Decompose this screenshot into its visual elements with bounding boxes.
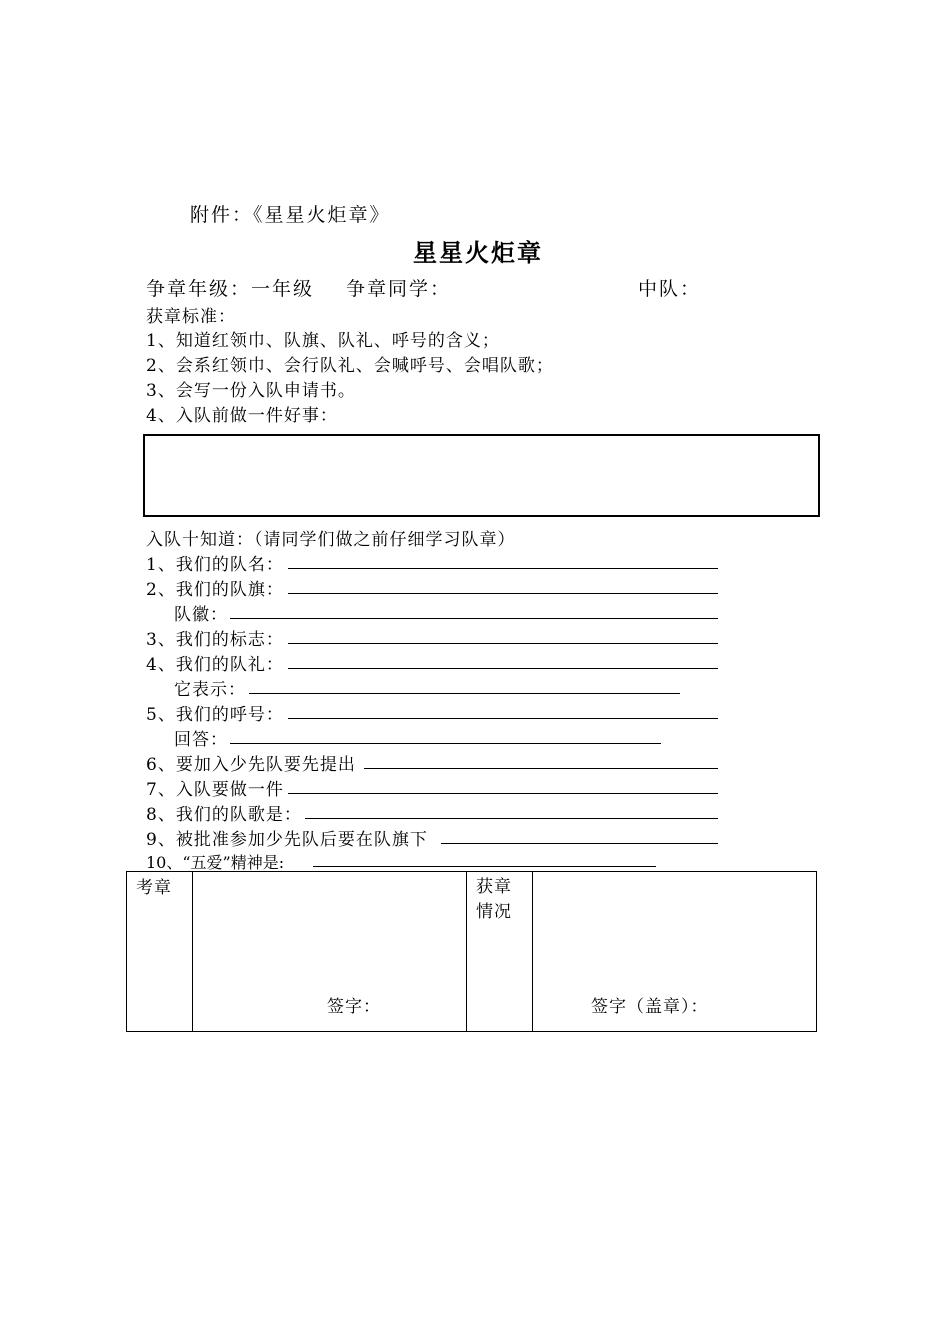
knowledge-item: 4、我们的队礼： — [146, 655, 284, 675]
award-label: 获章 — [476, 877, 512, 897]
knowledge-item: 8、我们的队歌是： — [146, 805, 302, 825]
standard-item: 1、知道红领巾、队旗、队礼、呼号的含义； — [146, 331, 500, 351]
knowledge-heading: 入队十知道：（请同学们做之前仔细学习队章） — [146, 530, 516, 550]
award-label-cell — [467, 872, 533, 1032]
answer-line[interactable] — [288, 718, 718, 719]
knowledge-item: 队徽： — [174, 605, 228, 625]
knowledge-item: 回答： — [174, 730, 228, 750]
standard-item: 3、会写一份入队申请书。 — [146, 381, 356, 401]
answer-line[interactable] — [305, 818, 718, 819]
standards-heading: 获章标准： — [146, 307, 236, 327]
page-title: 星星火炬章 — [413, 239, 543, 267]
student-label: 争章同学： — [346, 278, 452, 300]
attachment-label: 附件：《星星火炬章》 — [190, 204, 391, 226]
exam-label: 考章 — [136, 878, 172, 898]
squad-label: 中队： — [638, 278, 702, 300]
answer-line[interactable] — [288, 643, 718, 644]
sign-label: 签字： — [327, 997, 381, 1017]
award-signature-cell[interactable] — [533, 872, 817, 1032]
answer-line[interactable] — [313, 866, 656, 867]
knowledge-item: 2、我们的队旗： — [146, 580, 284, 600]
knowledge-item: 9、被批准参加少先队后要在队旗下 — [146, 830, 428, 850]
answer-line[interactable] — [230, 743, 661, 744]
answer-line[interactable] — [249, 693, 680, 694]
answer-line[interactable] — [230, 618, 718, 619]
knowledge-item: 它表示： — [174, 680, 246, 700]
knowledge-item: 7、入队要做一件 — [146, 780, 284, 800]
badge-assessment-table — [126, 871, 817, 1032]
knowledge-item: 5、我们的呼号： — [146, 705, 284, 725]
answer-line[interactable] — [288, 793, 718, 794]
knowledge-item: 6、要加入少先队要先提出 — [146, 755, 356, 775]
exam-signature-cell[interactable] — [193, 872, 467, 1032]
standard-item: 2、会系红领巾、会行队礼、会喊呼号、会唱队歌； — [146, 356, 554, 376]
sign-seal-label: 签字（盖章）： — [591, 997, 709, 1017]
exam-label-cell — [127, 872, 193, 1032]
answer-line[interactable] — [441, 843, 718, 844]
award-label: 情况 — [476, 902, 512, 922]
good-deed-box[interactable] — [143, 434, 820, 517]
knowledge-item: 1、我们的队名： — [146, 555, 284, 575]
standard-item: 4、入队前做一件好事： — [146, 406, 338, 426]
answer-line[interactable] — [288, 668, 718, 669]
grade-label: 争章年级：一年级 — [146, 278, 315, 300]
knowledge-item: 10、“五爱”精神是: — [146, 853, 285, 872]
answer-line[interactable] — [288, 593, 718, 594]
answer-line[interactable] — [288, 568, 718, 569]
knowledge-item: 3、我们的标志： — [146, 630, 284, 650]
answer-line[interactable] — [364, 768, 718, 769]
